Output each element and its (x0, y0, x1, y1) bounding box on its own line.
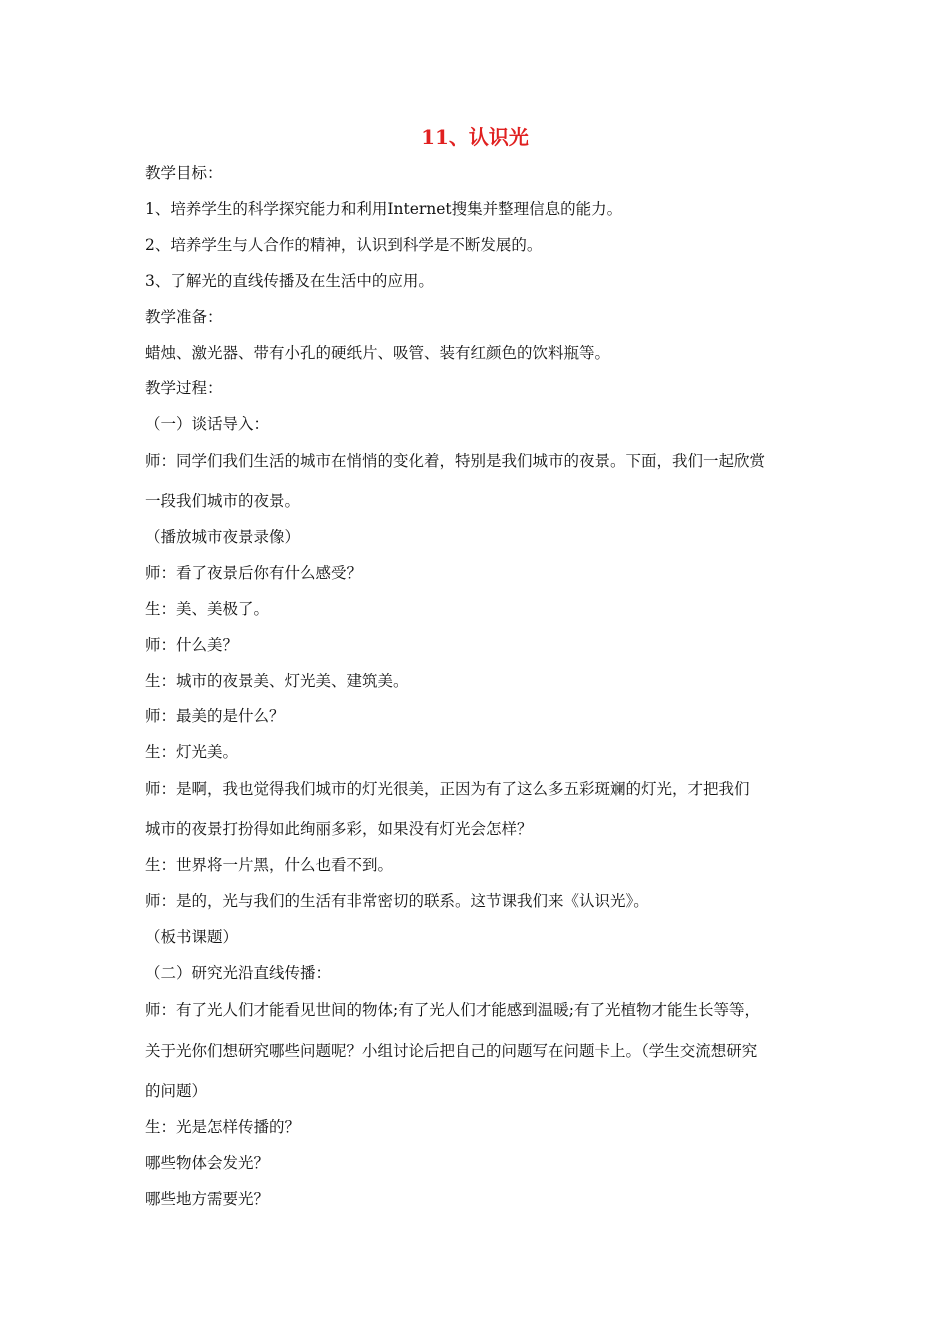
text-line: 1、培养学生的科学探究能力和利用Internet搜集并整理信息的能力。 (145, 200, 623, 218)
text-line: （板书课题） (145, 928, 239, 946)
text-line: 生：美、美极了。 (145, 600, 270, 618)
text-line: 教学准备： (145, 308, 223, 326)
text-line: 师：最美的是什么？ (145, 707, 285, 725)
text-line: 师：看了夜景后你有什么感受？ (145, 564, 363, 582)
text-line: 生：灯光美。 (145, 743, 239, 761)
document-title: 11、认识光 (421, 125, 529, 149)
text-line: 城市的夜景打扮得如此绚丽多彩，如果没有灯光会怎样？ (145, 820, 533, 838)
text-line: 生：世界将一片黑，什么也看不到。 (145, 856, 394, 874)
text-line: 2、培养学生与人合作的精神，认识到科学是不断发展的。 (145, 236, 543, 254)
text-line: 3、了解光的直线传播及在生活中的应用。 (145, 272, 434, 290)
text-line: 生：光是怎样传播的？ (145, 1118, 301, 1136)
text-line: 教学目标： (145, 164, 223, 182)
text-line: 师：是啊，我也觉得我们城市的灯光很美，正因为有了这么多五彩斑斓的灯光，才把我们 (145, 780, 750, 798)
text-line: 生：城市的夜景美、灯光美、建筑美。 (145, 672, 409, 690)
text-line: 哪些地方需要光？ (145, 1190, 270, 1208)
text-line: 关于光你们想研究哪些问题呢？小组讨论后把自己的问题写在问题卡上。（学生交流想研究 (145, 1042, 758, 1060)
text-line: （一）谈话导入： (145, 415, 270, 433)
text-line: 师：是的，光与我们的生活有非常密切的联系。这节课我们来《认识光》。 (145, 892, 649, 910)
text-line: （播放城市夜景录像） (145, 528, 301, 546)
text-line: 哪些物体会发光？ (145, 1154, 270, 1172)
text-line: 师：什么美？ (145, 636, 239, 654)
text-line: 师：有了光人们才能看见世间的物体;有了光人们才能感到温暖;有了光植物才能生长等等， (145, 1001, 760, 1019)
text-line: 一段我们城市的夜景。 (145, 492, 301, 510)
text-line: 教学过程： (145, 379, 223, 397)
text-line: （二）研究光沿直线传播： (145, 964, 332, 982)
text-line: 的问题） (145, 1082, 208, 1100)
text-line: 蜡烛、激光器、带有小孔的硬纸片、吸管、装有红颜色的饮料瓶等。 (145, 344, 611, 362)
text-line: 师：同学们我们生活的城市在悄悄的变化着，特别是我们城市的夜景。下面，我们一起欣赏 (145, 452, 766, 470)
